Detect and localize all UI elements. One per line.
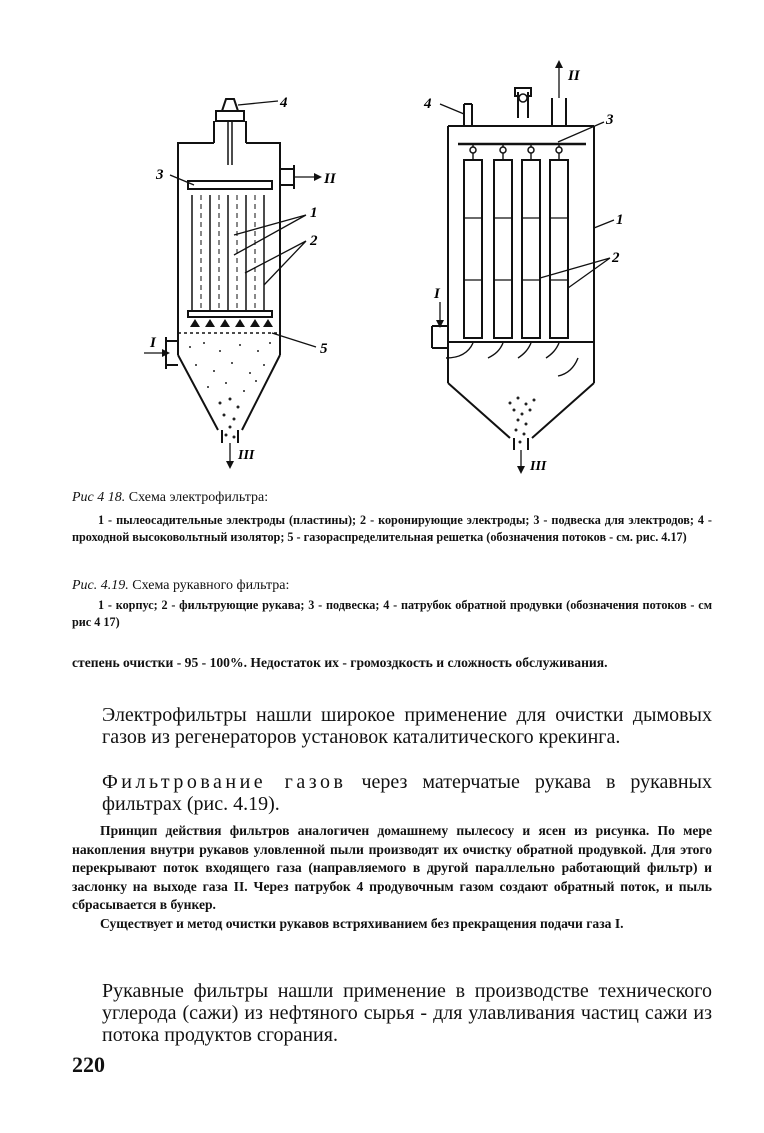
paragraph-text: Принцип действия фильтров аналогичен домашнему пылесосу и ясен из рисунка. По мере накопления внутри рукавов уловленной пыли производят их очистку обратной продувкой. Для этого перекрывают поток входящего газа (направляемого в другой параллельно работающий фильтр) и заслонку на выходе газа II. Через патрубок 4 продувочным газом создают обратный поток, и пыль сбрасывается в бункер.: [72, 823, 712, 912]
paragraph-text: Рукавные фильтры нашли применение в производстве технического углерода (сажи) из нефтяного сырья - для улавливания частиц сажи из потока продуктов сгорания.: [102, 980, 712, 1046]
caption-4-18-legend: 1 - пылеосадительные электроды (пластины); 2 - коронирующие электроды; 3 - подвеска для электродов; 4 - проходной высоковольтный изолятор; 5 - газораспределительная решетка (обозначения потоков - см. рис. 4.17): [72, 513, 712, 544]
bag-4: [550, 160, 568, 338]
label-2: 2: [310, 233, 318, 249]
caption-4-18: [72, 489, 712, 507]
leader-5: [272, 333, 316, 347]
insulator-top: [222, 99, 238, 111]
caption-label: Рис. 4.19.: [72, 578, 129, 593]
page-number: 220: [72, 1052, 105, 1077]
label-out-II: II: [324, 171, 336, 187]
caption-title: Схема электрофильтра:: [128, 490, 269, 505]
paragraph-electrofilters: [102, 704, 712, 748]
label-3: 3: [156, 167, 164, 183]
bag-filter-diagram: [418, 58, 633, 478]
label-4: 4: [424, 96, 432, 112]
caption-4-19-legend: 1 - корпус; 2 - фильтрующие рукава; 3 - подвеска; 4 - патрубок обратной продувки (обозначения потоков - см рис 4 17): [72, 598, 712, 629]
paragraph-principle: [72, 822, 712, 933]
label-out-II: II: [568, 68, 580, 84]
leader-4: [238, 101, 278, 105]
label-in-I: I: [434, 286, 440, 302]
label-out-III: III: [238, 448, 255, 463]
bag-2: [494, 160, 512, 338]
leader-4: [440, 104, 464, 114]
label-1: 1: [616, 212, 624, 228]
paragraph-text: Существует и метод очистки рукавов встряхиванием без прекращения подачи газа I.: [100, 915, 624, 931]
caption-title: Схема рукавного фильтра:: [132, 578, 290, 593]
electrofilter-diagram: [130, 85, 360, 470]
bag-3: [522, 160, 540, 338]
paragraph-text: через матерчатые рукава в рукавных фильтрах (рис. 4.19).: [102, 771, 712, 815]
paragraph-filtering: [102, 771, 712, 815]
label-5: 5: [320, 341, 328, 357]
leader-1: [234, 215, 306, 255]
leader-2: [245, 241, 306, 285]
label-1: 1: [310, 205, 318, 221]
paragraph-text: Электрофильтры нашли широкое применение для очистки дымовых газов из регенераторов установок каталитического крекинга.: [102, 704, 712, 748]
label-in-I: I: [150, 335, 156, 351]
caption-label: Рис 4 18.: [72, 490, 126, 505]
spaced-term: Фильтрование газов: [102, 771, 347, 793]
label-3: 3: [606, 112, 614, 128]
paragraph-bag-filters: [102, 980, 712, 1046]
paragraph-top: степень очистки - 95 - 100%. Недостаток их - громоздкость и сложность обслуживания.: [72, 655, 608, 670]
bag-1: [464, 160, 482, 338]
leader-1: [594, 220, 614, 228]
caption-4-19: [72, 577, 712, 595]
label-2: 2: [612, 250, 620, 266]
label-out-III: III: [530, 459, 547, 474]
purge-nozzle: [464, 104, 472, 126]
label-4: 4: [280, 95, 288, 111]
